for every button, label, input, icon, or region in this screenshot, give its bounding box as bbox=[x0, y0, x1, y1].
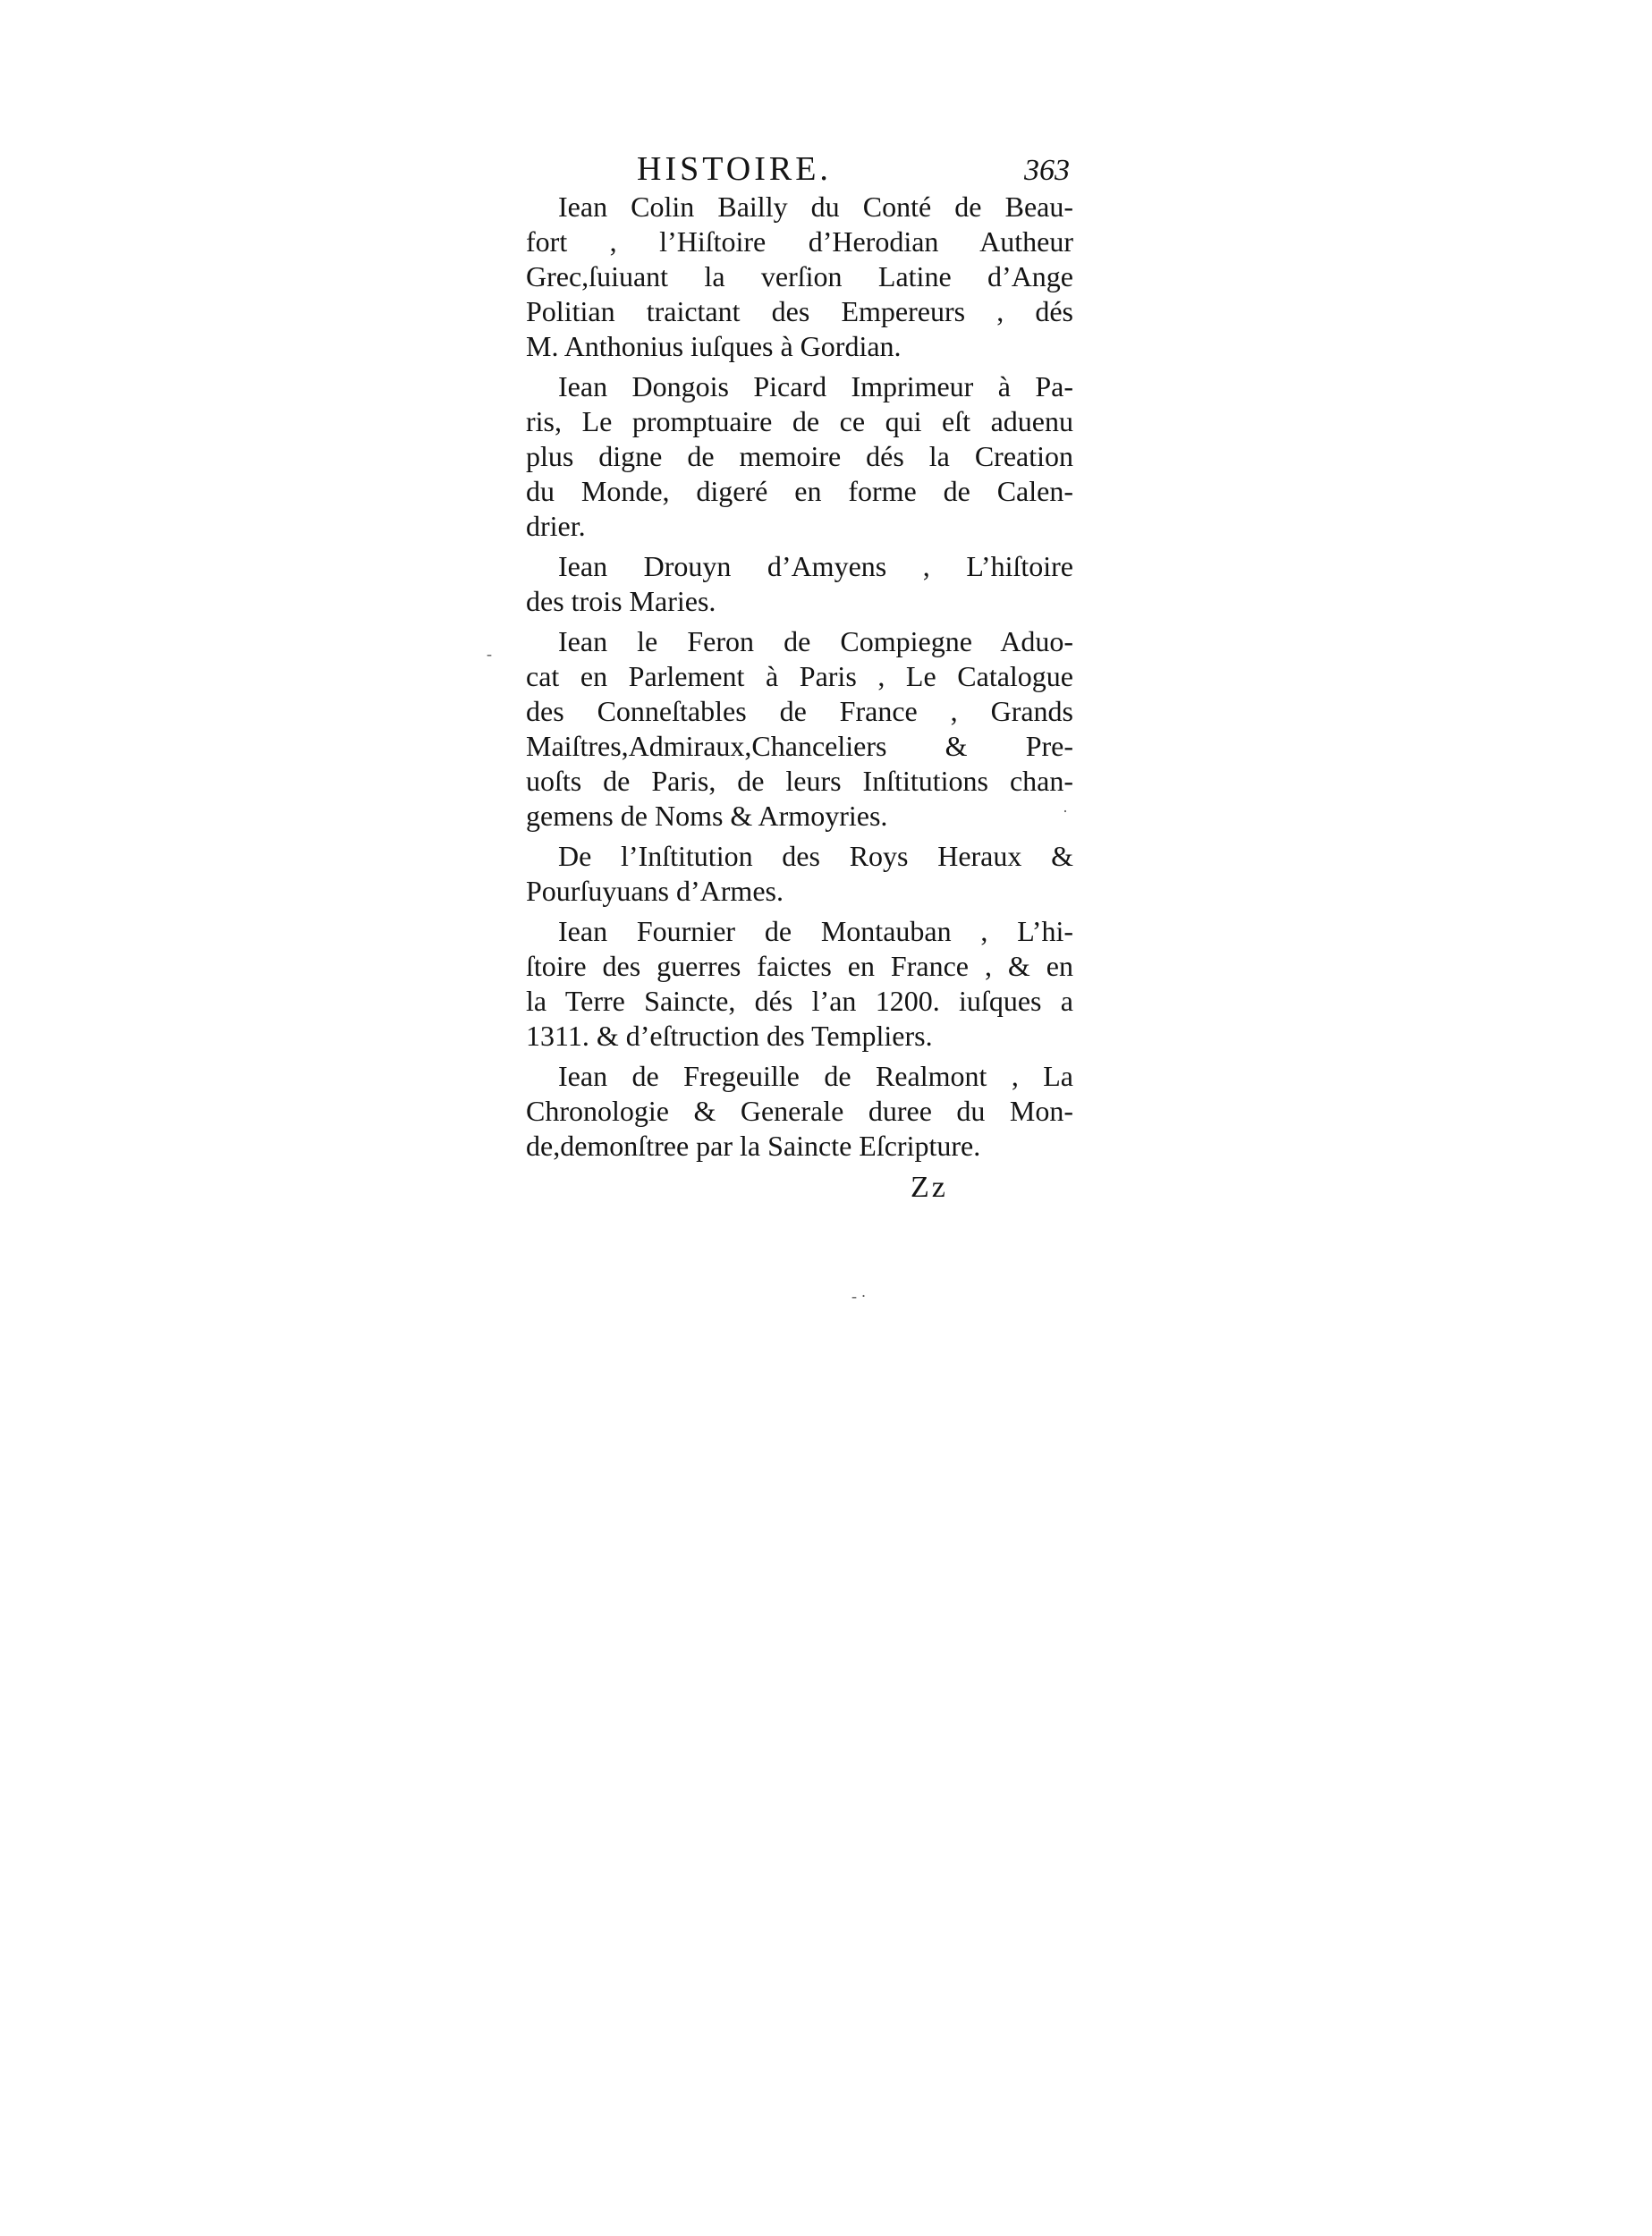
text-line: fort , l’Hiſtoire d’Herodian Autheur bbox=[526, 225, 1073, 258]
text-line: De l’Inſtitution des Roys Heraux & bbox=[558, 840, 1073, 872]
page-number: 363 bbox=[1024, 154, 1070, 187]
text-line: Chronologie & Generale duree du Mon- bbox=[526, 1095, 1073, 1127]
text-line: des trois Maries. bbox=[526, 585, 716, 617]
text-line: uoſts de Paris, de leurs Inſtitutions chan- bbox=[526, 765, 1073, 797]
text-line: drier. bbox=[526, 510, 586, 542]
text-line: plus digne de memoire dés la Creation bbox=[526, 440, 1073, 472]
margin-speck: · bbox=[1063, 802, 1068, 820]
text-line: Iean Dongois Picard Imprimeur à Pa- bbox=[558, 370, 1073, 402]
text-line: ſtoire des guerres faictes en France , & en bbox=[526, 950, 1073, 982]
text-line: Iean de Fregeuille de Realmont , La bbox=[558, 1060, 1073, 1092]
text-column bbox=[526, 150, 1073, 1169]
margin-speck: - · bbox=[851, 1287, 867, 1305]
page-header bbox=[526, 150, 1073, 188]
text-line: la Terre Saincte, dés l’an 1200. iuſques a bbox=[526, 985, 1073, 1017]
text-line: Grec,ſuiuant la verſion Latine d’Ange bbox=[526, 260, 1073, 292]
bibliography-entry bbox=[526, 1059, 1073, 1164]
text-line: de,demonſtree par la Saincte Eſcripture. bbox=[526, 1130, 981, 1162]
bibliography-entry bbox=[526, 549, 1073, 619]
text-line: 1311. & d’eſtruction des Templiers. bbox=[526, 1020, 933, 1052]
text-line: Politian traictant des Empereurs , dés bbox=[526, 295, 1073, 327]
running-title: HISTOIRE. bbox=[637, 150, 832, 188]
text-line: des Conneſtables de France , Grands bbox=[526, 695, 1073, 727]
margin-speck: - bbox=[487, 645, 492, 663]
bibliography-entry bbox=[526, 624, 1073, 834]
text-line: gemens de Noms & Armoyries. bbox=[526, 800, 888, 832]
text-line: Iean Colin Bailly du Conté de Beau- bbox=[558, 191, 1073, 223]
text-line: M. Anthonius iuſques à Gordian. bbox=[526, 330, 902, 362]
text-line: cat en Parlement à Paris , Le Catalogue bbox=[526, 660, 1073, 692]
text-line: Pourſuyuans d’Armes. bbox=[526, 875, 784, 907]
signature-mark: Zz bbox=[911, 1171, 948, 1204]
bibliography-entry bbox=[526, 839, 1073, 909]
text-line: Iean Fournier de Montauban , L’hi- bbox=[558, 915, 1073, 947]
bibliography-entry bbox=[526, 369, 1073, 544]
bibliography-entry bbox=[526, 190, 1073, 364]
text-line: Iean Drouyn d’Amyens , L’hiſtoire bbox=[558, 550, 1073, 582]
bibliography-entry bbox=[526, 914, 1073, 1054]
text-line: Iean le Feron de Compiegne Aduo- bbox=[558, 625, 1073, 657]
text-line: ris, Le promptuaire de ce qui eſt aduenu bbox=[526, 405, 1073, 437]
text-line: du Monde, digeré en forme de Calen- bbox=[526, 475, 1073, 507]
text-line: Maiſtres,Admiraux,Chanceliers & Pre- bbox=[526, 730, 1073, 762]
bibliography-entries bbox=[526, 190, 1073, 1164]
